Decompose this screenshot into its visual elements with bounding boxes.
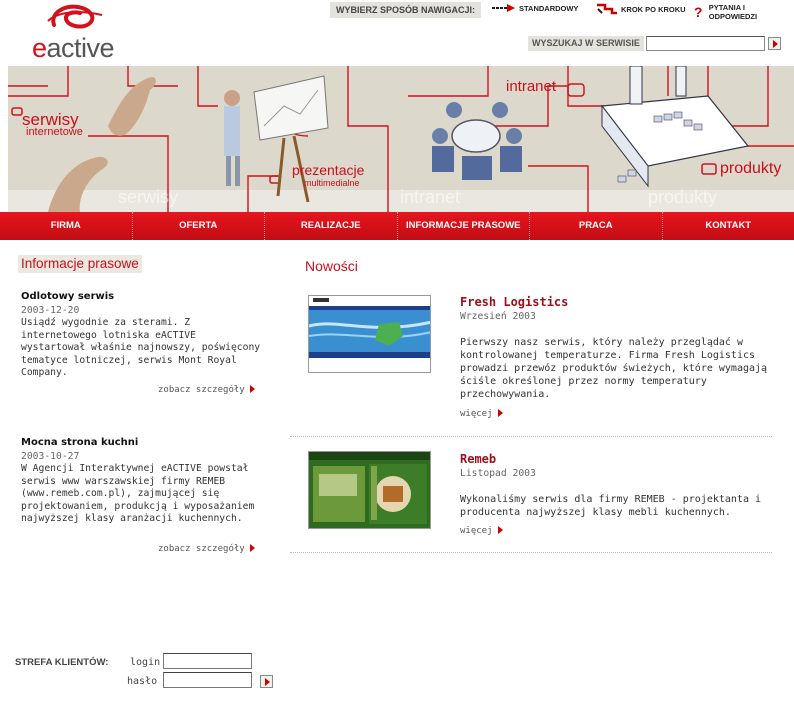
search-input[interactable] <box>646 36 765 51</box>
navmode-standard-label: STANDARDOWY <box>519 3 579 13</box>
banner-prezentacje-sublabel: multimedialne <box>304 178 360 188</box>
banner-serwisy-sublabel: internetowe <box>26 126 83 138</box>
press-item-title[interactable]: Mocna strona kuchni <box>21 437 139 448</box>
news-thumbnail-remeb[interactable] <box>308 451 431 529</box>
news-more-link[interactable]: więcej <box>460 526 503 536</box>
press-section-title: Informacje prasowe <box>18 255 142 273</box>
banner-prezentacje-label: prezentacje <box>292 162 365 178</box>
website-screenshot-image <box>309 452 431 529</box>
press-item-date: 2003-12-20 <box>21 304 80 316</box>
navmode-faq-option[interactable] <box>692 3 794 21</box>
navmode-faq-label: PYTANIA I ODPOWIEDZI <box>708 3 758 21</box>
logo-text: eactive <box>32 33 115 63</box>
site-search <box>528 36 781 51</box>
press-item-title[interactable]: Odlotowy serwis <box>21 291 115 302</box>
press-details-link[interactable]: zobacz szczegóły <box>158 385 255 395</box>
login-label: login <box>130 657 161 668</box>
news-item-title[interactable]: Fresh Logistics <box>460 295 569 309</box>
news-thumbnail-fresh-logistics[interactable] <box>308 295 431 373</box>
press-item-body: W Agencji Interaktywnej eACTIVE powstał serwis www warszawskiej firmy REMEB (www.remeb.com.pl), zajmującej się projektowaniem, produkcją i wyposażaniem najwyższej klasy aranżacji kuchennych. <box>21 463 255 524</box>
website-screenshot-image <box>309 296 431 373</box>
navmode-standard-option[interactable] <box>492 3 578 13</box>
eactive-logo[interactable] <box>30 3 130 63</box>
menu-item-realizacje[interactable]: REALIZACJE <box>265 212 398 240</box>
banner-link-produkty[interactable]: produkty <box>720 160 782 177</box>
svg-text:?: ? <box>693 5 703 19</box>
news-item-title[interactable]: Remeb <box>460 452 497 466</box>
steps-icon <box>596 3 618 15</box>
password-input[interactable] <box>163 672 252 688</box>
news-item-date: Wrzesień 2003 <box>460 311 536 322</box>
client-zone-title: STREFA KLIENTÓW: <box>15 657 109 668</box>
news-item-body: Pierwszy nasz serwis, który należy przeglądać w kontrolowanej temperaturze. Firma Fresh Logistics prowadzi przewóz produktów świeżych, które wymagają ściśle określonej przez normy temperatury przechowywania. <box>460 337 768 400</box>
news-item-date: Listopad 2003 <box>460 468 536 479</box>
login-submit-button[interactable] <box>260 675 273 688</box>
press-item-date: 2003-10-27 <box>21 450 80 462</box>
banner-serwisy-label: serwisy <box>22 110 79 129</box>
press-item <box>21 291 261 380</box>
navigation-mode-bar <box>330 2 481 18</box>
menu-item-praca[interactable]: PRACA <box>530 212 663 240</box>
banner-link-serwisy[interactable] <box>22 110 83 138</box>
press-item-body: Usiądź wygodnie za sterami. Z internetowego lotniska eACTIVE wystartował właśnie najnowszy, poświęcony tematyce lotniczej, serwis Mont Royal Company. <box>21 317 261 378</box>
news-item <box>460 295 770 401</box>
banner-link-intranet[interactable]: intranet <box>506 78 557 95</box>
search-label: WYSZUKAJ W SERWISIE <box>528 36 644 51</box>
news-divider <box>290 436 772 437</box>
menu-item-informacje-prasowe[interactable]: INFORMACJE PRASOWE <box>398 212 531 240</box>
banner-ghost-text: produkty <box>648 187 718 207</box>
news-item-body: Wykonaliśmy serwis dla firmy REMEB - projektanta i producenta najwyższej klasy mebli kuchennych. <box>460 494 762 518</box>
search-submit-button[interactable] <box>768 37 781 50</box>
news-section-title: Nowości <box>305 258 358 274</box>
news-divider <box>290 552 772 553</box>
main-menu <box>0 212 794 240</box>
logo-swoosh-icon <box>46 3 106 35</box>
password-label: hasło <box>127 676 158 687</box>
hero-banner <box>8 66 794 212</box>
navmode-step-option[interactable] <box>596 3 686 15</box>
navmode-step-label: KROK PO KROKU <box>621 4 686 14</box>
news-item <box>460 452 770 519</box>
navigation-mode-label: WYBIERZ SPOSÓB NAWIGACJI: <box>330 2 481 18</box>
news-more-link[interactable]: więcej <box>460 409 503 419</box>
question-mark-icon <box>692 5 706 19</box>
banner-link-prezentacje[interactable] <box>292 164 364 190</box>
banner-ghost-text: intranet <box>400 187 461 207</box>
login-input[interactable] <box>163 653 252 669</box>
menu-item-kontakt[interactable]: KONTAKT <box>705 220 752 231</box>
menu-item-oferta[interactable]: OFERTA <box>133 212 266 240</box>
menu-item-firma[interactable]: FIRMA <box>0 212 133 240</box>
arrow-right-icon <box>492 3 516 13</box>
press-item <box>21 437 261 526</box>
press-details-link[interactable]: zobacz szczegóły <box>158 544 255 554</box>
banner-ghost-text: serwisy <box>118 187 179 207</box>
logo-text-rest: active <box>46 33 115 63</box>
